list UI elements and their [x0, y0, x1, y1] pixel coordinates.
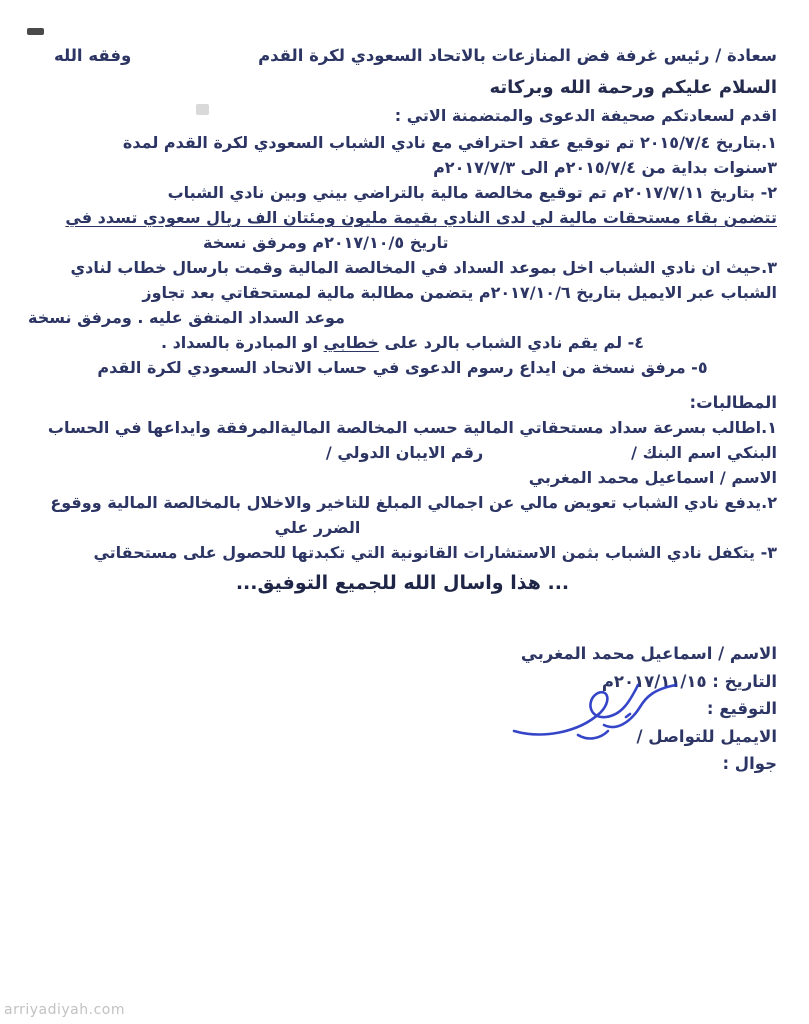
letter-header-row	[28, 44, 777, 68]
bank-details-row	[28, 440, 777, 465]
claim-item-2-line-3: تاريخ ٢٠١٧/١٠/٥م ومرفق نسخة	[203, 233, 449, 252]
claim-item-3-line-1: ٣.حيث ان نادي الشباب اخل بموعد السداد في المخالصة المالية وقمت بارسال خطاب لنادي	[70, 258, 777, 277]
claim-item-4	[28, 330, 777, 355]
signatory-name-line: الاسم / اسماعيل محمد المغربي	[520, 644, 777, 663]
demand-item-2-line-1: ٢.يدفع نادي الشباب تعويض مالي عن اجمالي المبلغ للتاخير والاخلال بالمخالصة المالية ووقوع	[50, 493, 777, 512]
claim-item-4-pre: ٤- لم يقم نادي الشباب بالرد على	[378, 333, 645, 352]
intro-line: اقدم لسعادتكم صحيفة الدعوى والمتضمنة الاتي :	[394, 106, 777, 125]
signature-block	[28, 640, 777, 778]
claim-item-4-post: او المبادرة بالسداد .	[160, 333, 324, 352]
demands-heading: المطالبات:	[689, 393, 777, 412]
contact-email-line: الايميل للتواصل /	[636, 726, 777, 746]
claim-item-2-line-2-underlined: تتضمن بقاء مستحقات مالية لي لدى النادي بقيمة مليون ومئتان الف ريال سعودي تسدد في	[65, 208, 777, 227]
site-watermark: arriyadiyah.com	[4, 1002, 125, 1018]
closing-supplication: ... هذا واسال الله للجميع التوفيق...	[235, 572, 570, 594]
scan-artifact	[27, 28, 44, 35]
signature-date-line: التاريخ : ٢٠١٧/١١/١٥م	[601, 671, 777, 691]
account-holder-name-line: الاسم / اسماعيل محمد المغربي	[528, 468, 777, 487]
signature-label-line: التوقيع :	[706, 699, 777, 718]
demands-section	[28, 390, 777, 596]
mobile-line: جوال :	[722, 754, 777, 773]
claim-item-4-underlined-word: خطابي	[323, 333, 379, 352]
addressee-line: سعادة / رئيس غرفة فض المنازعات بالاتحاد السعودي لكرة القدم	[258, 46, 777, 65]
demand-item-1-line-1: ١.اطالب بسرعة سداد مستحقاتي المالية حسب المخالصة الماليةالمرفقة وايداعها في الحساب	[47, 418, 777, 437]
claim-item-1-line-2: ٣سنوات بداية من ٢٠١٥/٧/٤م الى ٢٠١٧/٧/٣م	[433, 158, 777, 177]
scan-artifact	[196, 104, 209, 115]
claim-item-3-line-3: موعد السداد المتفق عليه . ومرفق نسخة	[28, 308, 345, 327]
claim-item-1-line-1: ١.بتاريخ ٢٠١٥/٧/٤ تم توقيع عقد احترافي مع نادي الشباب السعودي لكرة القدم لمدة	[122, 133, 777, 152]
claim-item-5: ٥- مرفق نسخة من ايداع رسوم الدعوى في حساب الاتحاد السعودي لكرة القدم	[97, 358, 708, 377]
iban-label: رقم الايبان الدولي /	[325, 443, 484, 462]
demand-item-2-line-2: الضرر علي	[274, 518, 361, 537]
demand-item-3: ٣- يتكفل نادي الشباب بثمن الاستشارات القانونية التي تكبدتها للحصول على مستحقاتي	[93, 543, 777, 562]
blessing-text: وفقه الله	[54, 46, 132, 65]
bank-name-label: البنكي اسم البنك /	[631, 443, 777, 462]
greeting-line: السلام عليكم ورحمة الله وبركاته	[489, 77, 777, 98]
claim-item-2-line-1: ٢- بتاريخ ٢٠١٧/٧/١١م تم توقيع مخالصة مالية بالتراضي بيني وبين نادي الشباب	[167, 183, 777, 202]
claim-item-3-line-2: الشباب عبر الايميل بتاريخ ٢٠١٧/١٠/٦م يتضمن مطالبة مالية لمستحقاتي بعد تجاوز	[142, 283, 777, 302]
claims-body	[28, 130, 777, 380]
